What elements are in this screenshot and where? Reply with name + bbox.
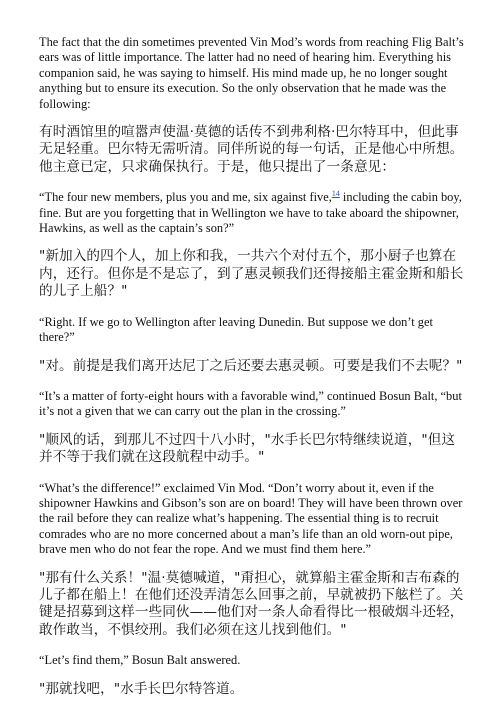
paragraph-zh-2: "新加入的四个人，加上你和我，一共六个对付五个，那小厨子也算在内，还行。但你是不是忘了，到了惠灵顿我们还得接船主霍金斯和船长的儿子上船？" (39, 248, 464, 300)
paragraph-en-6: “Let’s find them,” Bosun Balt answered. (39, 653, 241, 668)
paragraph-zh-1: 有时酒馆里的喧嚣声使温·莫德的话传不到弗利格·巴尔特耳中，但此事无足轻重。巴尔特无需听清。同伴所说的每一句话，正是他心中所想。他主意已定，只求确保执行。于是，他只提出了一条意见： (39, 124, 464, 175)
paragraph-en-2 (39, 190, 464, 236)
paragraph-en-2-text-before: “The four new members, plus you and me, six against five, (39, 190, 332, 205)
paragraph-zh-4: "顺风的话，到那儿不过四十八小时，"水手长巴尔特继续说道，"但这并不等于我们就在这段航程中动手。" (39, 431, 456, 466)
document-page (39, 35, 464, 712)
paragraph-en-5: “What’s the difference!” exclaimed Vin Mod. “Don’t worry about it, even if the shipowner Hawkins and Gibson’s son are on board! They will have been thrown over the rail before they can realize what’s happening. The essential thing is to recruit comrades who are no more concerned about a man’s life than an old worn-out pipe, brave men who do not fear the rope. And we must find them here.” (39, 480, 463, 557)
paragraph-en-1: The fact that the din sometimes prevented Vin Mod’s words from reaching Flig Balt’s ears was of little importance. The latter had no need of hearing him. Everything his companion said, he was saying to himself. His mind made up, he no longer sought anything but to ensure its execution. So the only observation that he made was the following: (39, 35, 464, 111)
paragraph-en-4: “It’s a matter of forty-eight hours with a favorable wind,” continued Bosun Balt, “but it’s not a given that we can carry out the plan in the crossing.” (39, 388, 462, 419)
paragraph-zh-6: "那就找吧，"水手长巴尔特答道。 (39, 680, 244, 697)
paragraph-zh-5: "那有什么关系！"温·莫德喊道，"甭担心，就算船主霍金斯和吉布森的儿子都在船上！在他们还没弄清怎么回事之前，早就被扔下舷栏了。关键是招募到这样一些同伙——他们对一条人命看得比一根破烟斗还轻，敢作敢当，不惧绞刑。我们必须在这儿找到他们。" (39, 569, 464, 638)
footnote-link[interactable]: 14 (331, 189, 340, 199)
paragraph-zh-3: "对。前提是我们离开达尼丁之后还要去惠灵顿。可要是我们不去呢？" (39, 357, 463, 374)
paragraph-en-3: “Right. If we go to Wellington after leaving Dunedin. But suppose we don’t get there?” (39, 314, 433, 345)
paragraph-en-2-text-after: including the cabin boy, fine. But are you forgetting that in Wellington we have to take aboard the shipowner, Hawkins, as well as the captain’s son?” (39, 190, 462, 236)
